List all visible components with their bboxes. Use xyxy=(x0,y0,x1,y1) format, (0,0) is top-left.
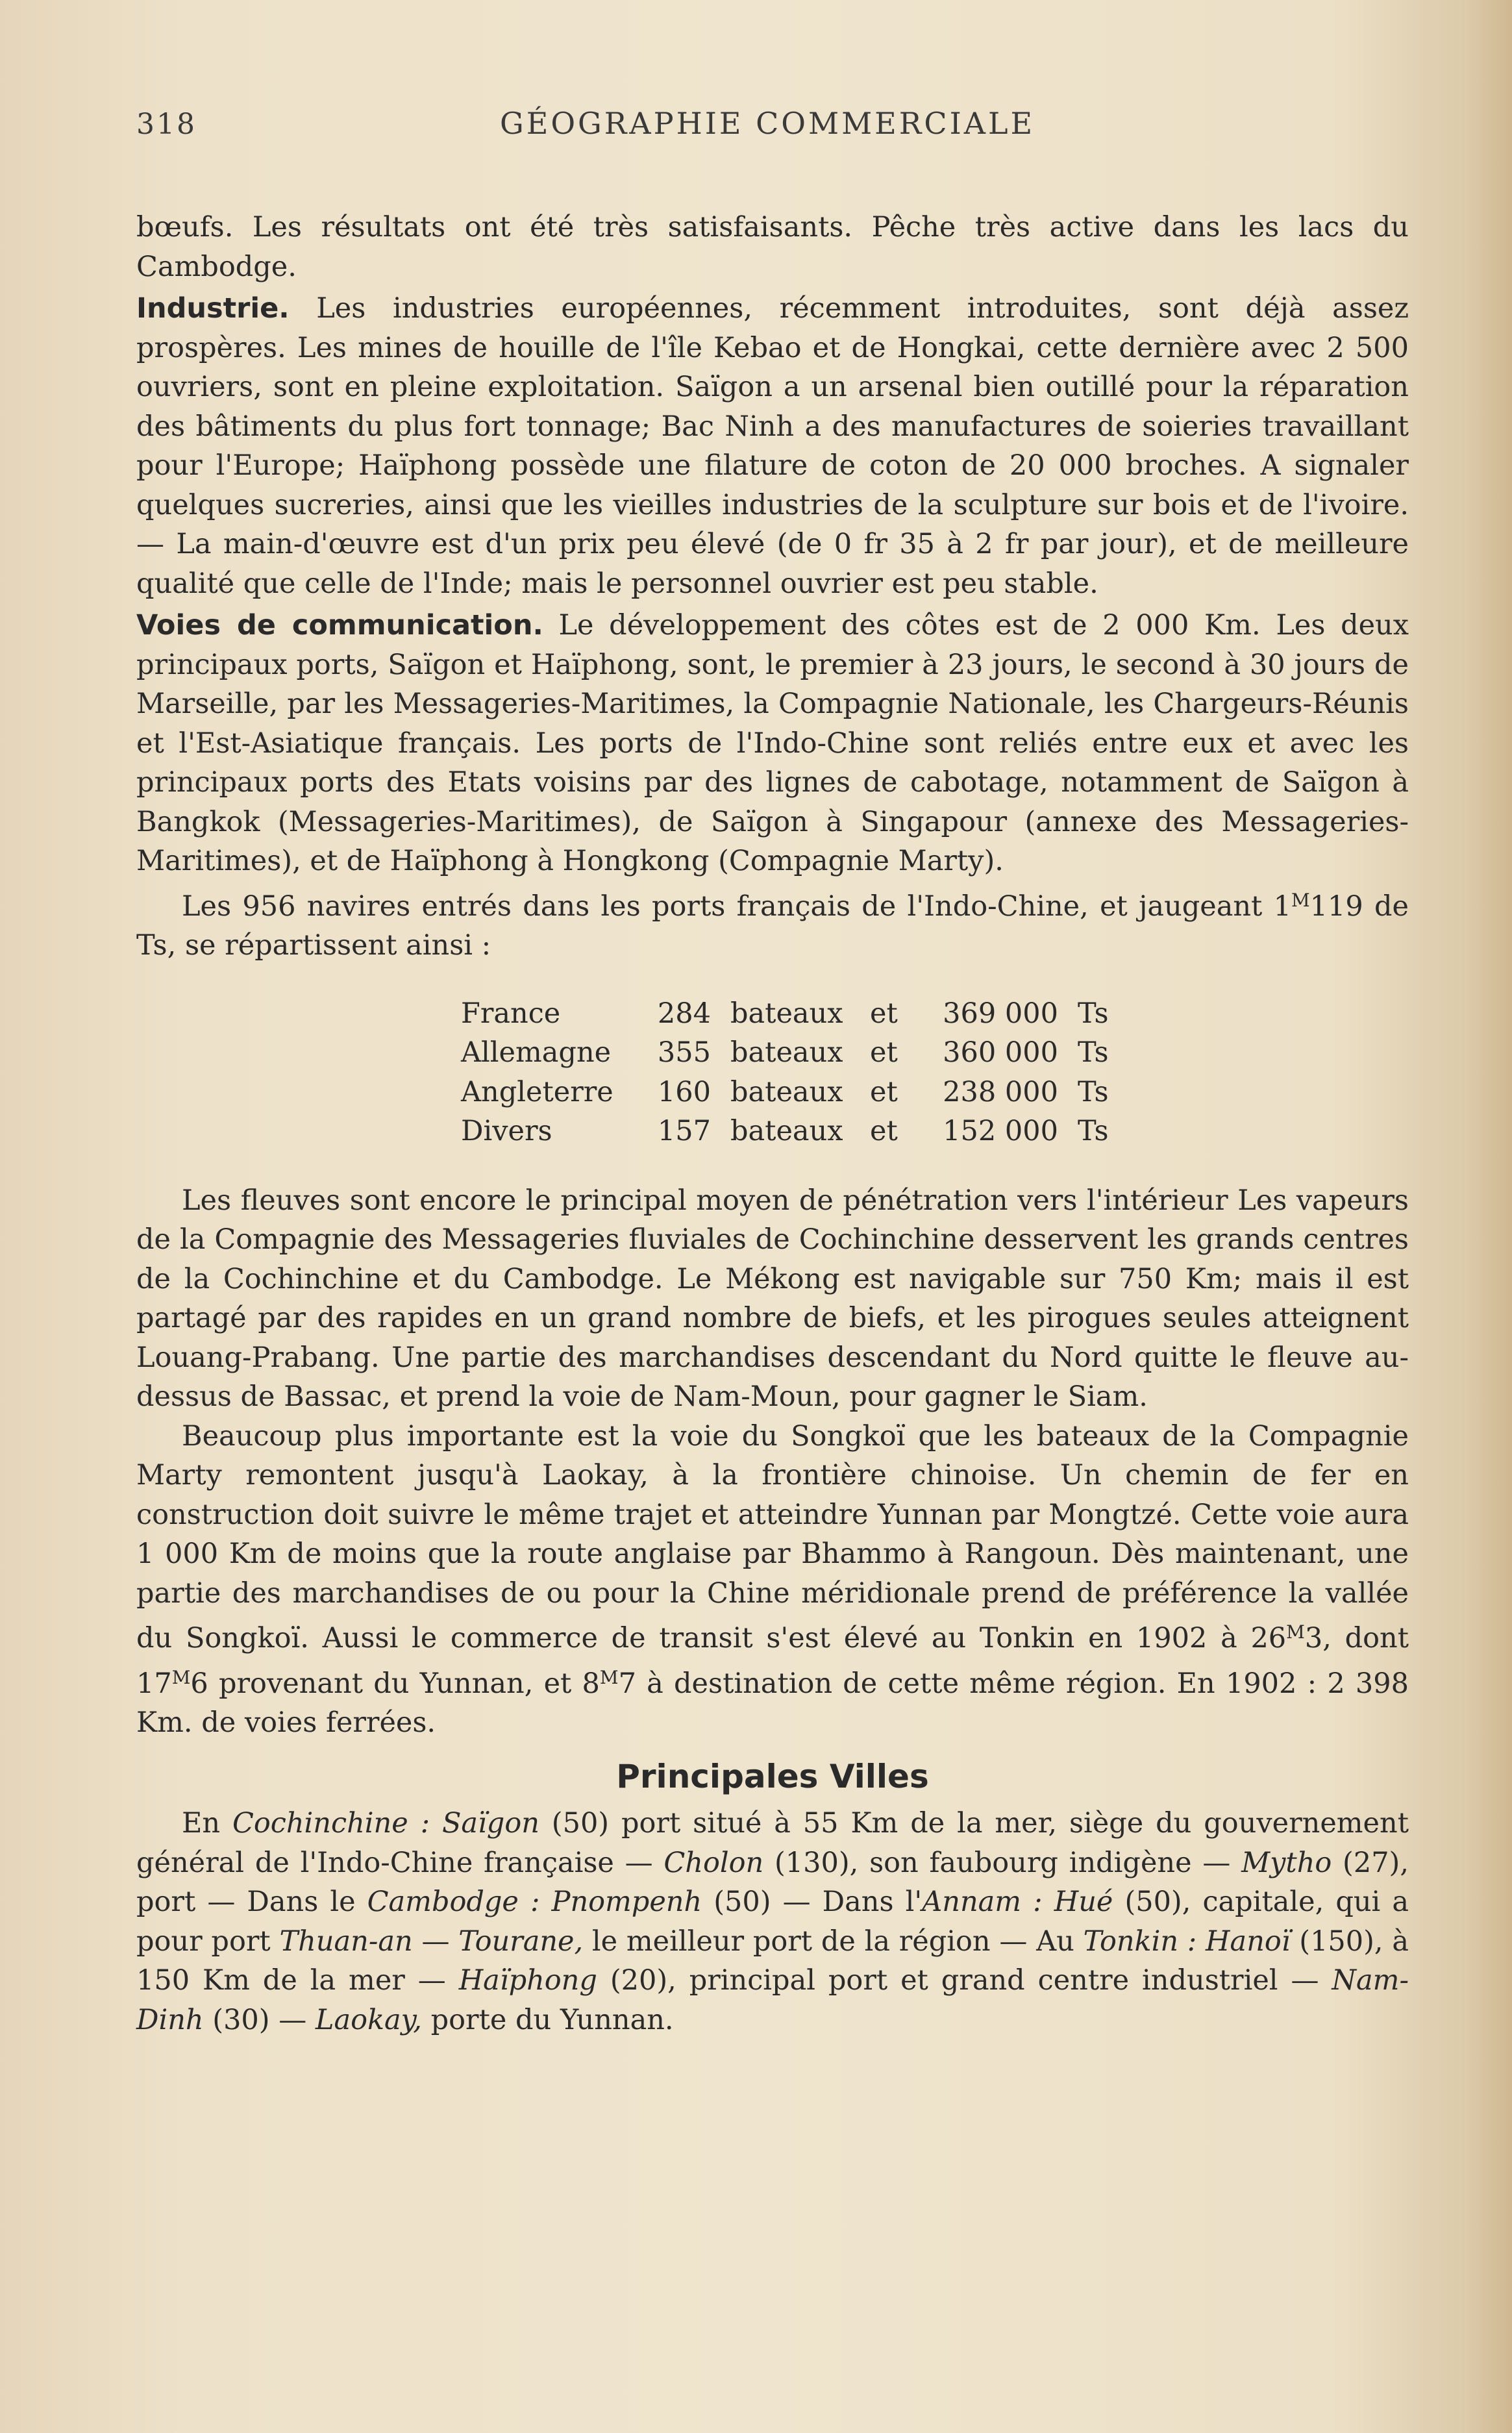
page-content xyxy=(136,104,1409,2040)
fleet-cell-unit: Ts xyxy=(1078,1036,1109,1069)
villes-t4: (27), port — Dans le xyxy=(136,1846,1409,1918)
villes-t7: — xyxy=(412,1925,459,1958)
navires-paragraph xyxy=(136,881,1409,966)
villes-paragraph xyxy=(136,1804,1409,2040)
industrie-heading: Industrie. xyxy=(136,292,290,325)
songkoi-text-d: 7 à destination de cette même région. En 1902 : 2 398 Km. de voies ferrées. xyxy=(136,1667,1409,1739)
fleet-cell-conj: et xyxy=(870,997,898,1030)
villes-i4: Cambodge : Pnompenh xyxy=(367,1886,702,1918)
fleet-cell-country: Allemagne xyxy=(461,1036,612,1069)
songkoi-text-a: Beaucoup plus importante est la voie du Songkoï que les bateaux de la Compagnie Marty remontent jusqu'à Laokay, à la frontière chinoise. Un chemin de fer en construction doit suivre le même trajet et atteindre Yunnan par Mongtzé. Cette voie aura 1 000 Km de moins que la route anglaise par Bhammo à Rangoun. Dès maintenant, une partie des marchandises de ou pour la Chine méridionale prend de préférence la vallée du Songkoï. Aussi le commerce de transit s'est élevé au Tonkin en 1902 à 26 xyxy=(136,1419,1409,1654)
fleet-cell-country: Divers xyxy=(461,1115,552,1147)
songkoi-sup-3: M xyxy=(599,1666,619,1688)
villes-t9: (150), à 150 Km de la mer — xyxy=(136,1925,1409,1997)
villes-i5: Annam : Hué xyxy=(922,1886,1113,1918)
page-number: 318 xyxy=(136,108,197,141)
songkoi-text-c: 6 provenant du Yunnan, et 8 xyxy=(190,1667,600,1700)
intro-paragraph: bœufs. Les résultats ont été très satisfaisants. Pêche très active dans les lacs du Cambodge. xyxy=(136,211,1409,283)
fleet-cell-tonnage: 238 000 xyxy=(943,1075,1058,1108)
fleet-table-row xyxy=(461,994,1117,1034)
voies-heading: Voies de communication. xyxy=(136,609,543,642)
fleet-cell-unit: Ts xyxy=(1078,1115,1109,1147)
fleet-table-row xyxy=(461,1073,1117,1112)
fleet-cell-ships: 284 xyxy=(657,997,711,1030)
fleet-cell-country: France xyxy=(461,997,561,1030)
voies-text: Le développement des côtes est de 2 000 Km. Les deux principaux ports, Saïgon et Haïphong, sont, le premier à 23 jours, le second à 30 jours de Marseille, par les Messageries-Maritimes, la Compagnie Nationale, les Chargeurs-Réunis et l'Est-Asiatique français. Les ports de l'Indo-Chine sont reliés entre eux et avec les principaux ports des Etats voisins par des lignes de cabotage, notamment de Saïgon à Bangkok (Messageries-Maritimes), de Saïgon à Singapour (annexe des Messageries-Maritimes), et de Haïphong à Hongkong (Compagnie Marty). xyxy=(136,609,1409,877)
fleet-cell-ships: 160 xyxy=(657,1075,711,1108)
villes-t10: (20), principal port et grand centre industriel — xyxy=(597,1964,1332,1997)
songkoi-sup-1: M xyxy=(1286,1621,1305,1643)
villes-t8: le meilleur port de la région — Au xyxy=(583,1925,1084,1958)
fleet-cell-word: bateaux xyxy=(730,1075,843,1108)
villes-i1: Cochinchine : Saïgon xyxy=(232,1807,539,1840)
running-title: GÉOGRAPHIE COMMERCIALE xyxy=(500,106,1035,141)
page-header xyxy=(136,104,1409,162)
fleet-cell-tonnage: 360 000 xyxy=(943,1036,1058,1069)
industrie-paragraph xyxy=(136,289,1409,603)
songkoi-text-b: 3, dont 17 xyxy=(136,1622,1409,1700)
villes-t12: porte du Yunnan. xyxy=(421,2003,674,2036)
navires-text-b: 119 de Ts, se répartissent ainsi : xyxy=(136,890,1409,962)
songkoi-paragraph xyxy=(136,1417,1409,1743)
villes-i8: Tonkin : Hanoï xyxy=(1083,1925,1291,1958)
villes-heading: Principales Villes xyxy=(616,1757,929,1795)
villes-t5: (50) — Dans l' xyxy=(702,1886,923,1918)
fleet-cell-conj: et xyxy=(870,1115,898,1147)
villes-i9: Haïphong xyxy=(458,1964,597,1997)
fleet-cell-word: bateaux xyxy=(730,997,843,1030)
villes-i3: Mytho xyxy=(1241,1846,1332,1879)
fleet-cell-country: Angleterre xyxy=(461,1075,613,1108)
villes-i7: Tourane, xyxy=(458,1925,584,1958)
villes-i2: Cholon xyxy=(663,1846,764,1879)
villes-t6: (50), capitale, qui a pour port xyxy=(136,1886,1409,1958)
songkoi-sup-2: M xyxy=(171,1666,191,1688)
villes-i6: Thuan-an xyxy=(279,1925,413,1958)
fleet-cell-ships: 157 xyxy=(657,1115,711,1147)
fleet-cell-unit: Ts xyxy=(1078,997,1109,1030)
voies-paragraph xyxy=(136,606,1409,881)
villes-t3: (130), son faubourg indigène — xyxy=(763,1846,1242,1879)
fleet-cell-tonnage: 369 000 xyxy=(943,997,1058,1030)
villes-t2: (50) port situé à 55 Km de la mer, siège du gouvernement général de l'Indo-Chine française — xyxy=(136,1807,1409,1879)
villes-t11: (30) — xyxy=(203,2003,316,2036)
villes-i11: Laokay, xyxy=(315,2003,422,2036)
fleet-cell-conj: et xyxy=(870,1075,898,1108)
industrie-text: Les industries européennes, récemment introduites, sont déjà assez prospères. Les mines de houille de l'île Kebao et de Hongkai, cette dernière avec 2 500 ouvriers, sont en pleine exploitation. Saïgon a un arsenal bien outillé pour la réparation des bâtiments du plus fort tonnage; Bac Ninh a des manufactures de soieries travaillant pour l'Europe; Haïphong possède une filature de coton de 20 000 broches. A signaler quelques sucreries, ainsi que les vieilles industries de la sculpture sur bois et de l'ivoire. — La main-d'œuvre est d'un prix peu élevé (de 0 fr 35 à 2 fr par jour), et de meilleure qualité que celle de l'Inde; mais le personnel ouvrier est peu stable. xyxy=(136,292,1409,600)
fleet-cell-unit: Ts xyxy=(1078,1075,1109,1108)
fleet-cell-word: bateaux xyxy=(730,1115,843,1147)
fleet-cell-ships: 355 xyxy=(657,1036,711,1069)
fleuves-paragraph: Les fleuves sont encore le principal moyen de pénétration vers l'intérieur Les vapeurs de la Compagnie des Messageries fluviales de Cochinchine desservent les grands centres de la Cochinchine et du Cambodge. Le Mékong est navigable sur 750 Km; mais il est partagé par des rapides en un grand nombre de biefs, et les pirogues seules atteignent Louang-Prabang. Une partie des marchandises descendant du Nord quitte le fleuve au-dessus de Bassac, et prend la voie de Nam-Moun, pour gagner le Siam. xyxy=(136,1184,1409,1413)
fleet-table-row xyxy=(461,1033,1117,1073)
fleet-cell-conj: et xyxy=(870,1036,898,1069)
fleet-table-row xyxy=(461,1112,1117,1151)
villes-t1: En xyxy=(182,1807,232,1840)
fleet-table xyxy=(461,994,1117,1151)
navires-text-a: Les 956 navires entrés dans les ports français de l'Indo-Chine, et jaugeant 1 xyxy=(182,890,1291,923)
fleet-cell-word: bateaux xyxy=(730,1036,843,1069)
navires-sup: M xyxy=(1291,889,1310,911)
fleet-cell-tonnage: 152 000 xyxy=(943,1115,1058,1147)
villes-i10: Nam-Dinh xyxy=(136,1964,1409,2036)
